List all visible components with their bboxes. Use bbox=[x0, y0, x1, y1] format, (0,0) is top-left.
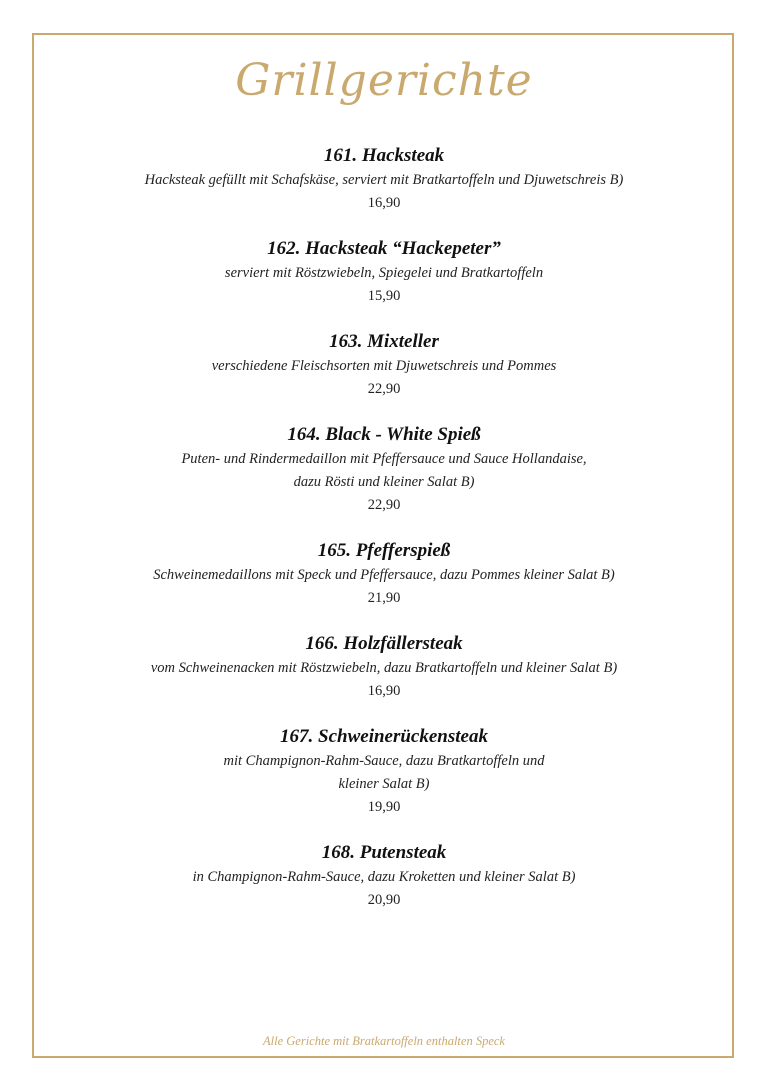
menu-item bbox=[0, 538, 768, 610]
menu-item-price: 15,90 bbox=[367, 288, 401, 304]
menu-item-description: in Champignon-Rahm-Sauce, dazu Kroketten und kleiner Salat B) bbox=[192, 869, 576, 885]
menu-item-name: 168. Putensteak bbox=[321, 842, 447, 863]
menu-item-price: 21,90 bbox=[367, 590, 401, 606]
menu-item bbox=[0, 329, 768, 401]
menu-item-name: 163. Mixteller bbox=[329, 331, 439, 352]
menu-item-description: dazu Rösti und kleiner Salat B) bbox=[293, 474, 475, 490]
menu-item-description: Puten- und Rindermedaillon mit Pfeffersauce und Sauce Hollandaise, bbox=[181, 451, 587, 467]
footer-note: Alle Gerichte mit Bratkartoffeln enthalten Speck bbox=[263, 1034, 505, 1048]
menu-item-name: 162. Hacksteak “Hackepeter” bbox=[267, 238, 501, 259]
menu-item-name: 161. Hacksteak bbox=[323, 145, 445, 166]
menu-item-price: 16,90 bbox=[367, 195, 401, 211]
menu-item-description: serviert mit Röstzwiebeln, Spiegelei und Bratkartoffeln bbox=[224, 265, 544, 281]
menu-item-price: 22,90 bbox=[367, 381, 401, 397]
menu-item-price: 22,90 bbox=[367, 497, 401, 513]
menu-item-description: kleiner Salat B) bbox=[338, 776, 430, 792]
menu-item-description: mit Champignon-Rahm-Sauce, dazu Bratkartoffeln und bbox=[223, 753, 545, 769]
menu-item-name: 164. Black - White Spieß bbox=[287, 424, 481, 445]
menu-list bbox=[0, 143, 768, 912]
menu-item-name: 166. Holzfällersteak bbox=[305, 633, 463, 654]
menu-item-description: Hacksteak gefüllt mit Schafskäse, serviert mit Bratkartoffeln und Djuwetschreis B) bbox=[144, 172, 624, 188]
menu-item bbox=[0, 422, 768, 517]
menu-item bbox=[0, 724, 768, 819]
menu-item bbox=[0, 143, 768, 215]
page-title: Grillgerichte bbox=[235, 55, 533, 106]
menu-item-name: 167. Schweinerückensteak bbox=[280, 726, 488, 747]
menu-item-description: vom Schweinenacken mit Röstzwiebeln, dazu Bratkartoffeln und kleiner Salat B) bbox=[150, 660, 618, 676]
menu-item-description: verschiedene Fleischsorten mit Djuwetschreis und Pommes bbox=[211, 358, 557, 374]
menu-item-price: 20,90 bbox=[367, 892, 401, 908]
menu-item-price: 19,90 bbox=[367, 799, 401, 815]
menu-item-price: 16,90 bbox=[367, 683, 401, 699]
menu-item bbox=[0, 236, 768, 308]
menu-item-description: Schweinemedaillons mit Speck und Pfeffersauce, dazu Pommes kleiner Salat B) bbox=[153, 567, 615, 583]
menu-item-name: 165. Pfefferspieß bbox=[317, 540, 451, 561]
menu-item bbox=[0, 840, 768, 912]
menu-item bbox=[0, 631, 768, 703]
